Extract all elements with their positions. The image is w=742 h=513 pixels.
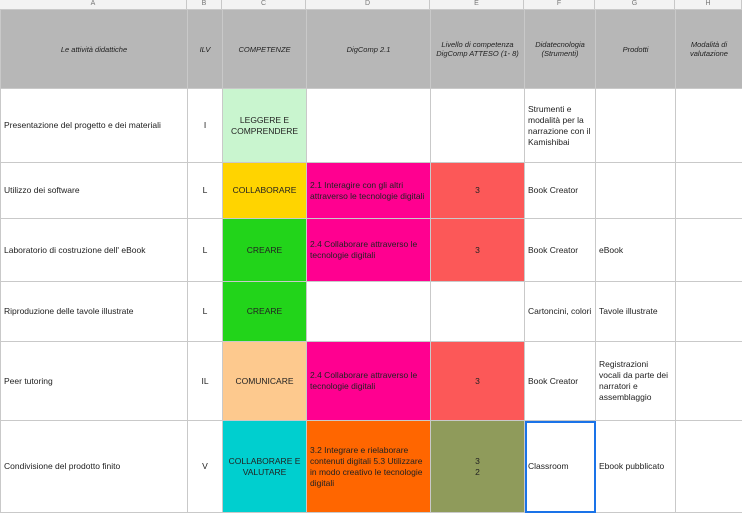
cell-modalita[interactable] (676, 163, 742, 219)
cell-livello[interactable] (431, 282, 525, 342)
cell-digcomp[interactable]: 2.4 Collaborare attraverso le tecnologie digitali (307, 219, 431, 282)
cell-modalita[interactable] (676, 421, 742, 513)
cell-strumenti[interactable]: Cartoncini, colori (525, 282, 596, 342)
cell-modalita[interactable] (676, 89, 742, 163)
cell-attivita[interactable]: Utilizzo dei software (1, 163, 188, 219)
cell-attivita[interactable]: Condivisione del prodotto finito (1, 421, 188, 513)
cell-ilv[interactable]: L (188, 282, 223, 342)
cell-ilv[interactable]: I (188, 89, 223, 163)
table-row (1, 282, 742, 342)
cell-ilv[interactable]: V (188, 421, 223, 513)
cell-competenze[interactable]: COLLABORARE (223, 163, 307, 219)
table-row (1, 342, 742, 421)
cell-livello[interactable]: 3 (431, 163, 525, 219)
cell-attivita[interactable]: Laboratorio di costruzione dell' eBook (1, 219, 188, 282)
header-attivita[interactable]: Le attività didattiche (1, 10, 188, 89)
cell-digcomp[interactable]: 3.2 Integrare e rielaborare contenuti digitali 5.3 Utilizzare in modo creativo le tecnologie digitali (307, 421, 431, 513)
column-letter-g[interactable]: G (595, 0, 675, 9)
cell-attivita[interactable]: Peer tutoring (1, 342, 188, 421)
column-letter-b[interactable]: B (187, 0, 222, 9)
header-prodotti[interactable]: Prodotti (596, 10, 676, 89)
cell-digcomp[interactable] (307, 282, 431, 342)
spreadsheet-grid (0, 9, 742, 513)
cell-ilv[interactable]: L (188, 219, 223, 282)
header-digcomp[interactable]: DigComp 2.1 (307, 10, 431, 89)
column-letter-d[interactable]: D (306, 0, 430, 9)
cell-attivita[interactable]: Presentazione del progetto e dei materiali (1, 89, 188, 163)
column-letter-h[interactable]: H (675, 0, 742, 9)
cell-digcomp[interactable]: 2.1 Interagire con gli altri attraverso le tecnologie digitali (307, 163, 431, 219)
cell-competenze[interactable]: COMUNICARE (223, 342, 307, 421)
cell-digcomp[interactable] (307, 89, 431, 163)
cell-strumenti[interactable]: Strumenti e modalità per la narrazione con il Kamishibai (525, 89, 596, 163)
cell-strumenti[interactable]: Book Creator (525, 219, 596, 282)
cell-competenze[interactable]: CREARE (223, 282, 307, 342)
cell-prodotti[interactable] (596, 163, 676, 219)
cell-strumenti[interactable]: Book Creator (525, 342, 596, 421)
column-letter-e[interactable]: E (430, 0, 524, 9)
column-letter-a[interactable]: A (0, 0, 187, 9)
table-row (1, 421, 742, 513)
cell-digcomp[interactable]: 2.4 Collaborare attraverso le tecnologie digitali (307, 342, 431, 421)
table-row (1, 163, 742, 219)
header-ilv[interactable]: ILV (188, 10, 223, 89)
table-row (1, 89, 742, 163)
header-livello[interactable]: Livello di competenza DigComp ATTESO (1- 8) (431, 10, 525, 89)
cell-competenze[interactable]: CREARE (223, 219, 307, 282)
cell-livello[interactable]: 3 (431, 342, 525, 421)
header-competenze[interactable]: COMPETENZE (223, 10, 307, 89)
column-letter-f[interactable]: F (524, 0, 595, 9)
cell-competenze[interactable]: LEGGERE E COMPRENDERE (223, 89, 307, 163)
cell-ilv[interactable]: L (188, 163, 223, 219)
header-row (1, 10, 742, 89)
cell-modalita[interactable] (676, 282, 742, 342)
cell-strumenti[interactable]: Classroom (525, 421, 596, 513)
header-modalita[interactable]: Modalità di valutazione (676, 10, 742, 89)
column-letter-c[interactable]: C (222, 0, 306, 9)
cell-modalita[interactable] (676, 219, 742, 282)
table-row (1, 219, 742, 282)
header-didatecnologia[interactable]: Didatecnologia (Strumenti) (525, 10, 596, 89)
cell-livello[interactable] (431, 89, 525, 163)
cell-ilv[interactable]: IL (188, 342, 223, 421)
cell-strumenti[interactable]: Book Creator (525, 163, 596, 219)
cell-prodotti[interactable] (596, 89, 676, 163)
cell-prodotti[interactable]: Registrazioni vocali da parte dei narratori e assemblaggio (596, 342, 676, 421)
cell-livello[interactable]: 3 2 (431, 421, 525, 513)
cell-attivita[interactable]: Riproduzione delle tavole illustrate (1, 282, 188, 342)
cell-livello[interactable]: 3 (431, 219, 525, 282)
cell-competenze[interactable]: COLLABORARE E VALUTARE (223, 421, 307, 513)
cell-prodotti[interactable]: eBook (596, 219, 676, 282)
cell-prodotti[interactable]: Tavole illustrate (596, 282, 676, 342)
cell-modalita[interactable] (676, 342, 742, 421)
cell-prodotti[interactable]: Ebook pubblicato (596, 421, 676, 513)
